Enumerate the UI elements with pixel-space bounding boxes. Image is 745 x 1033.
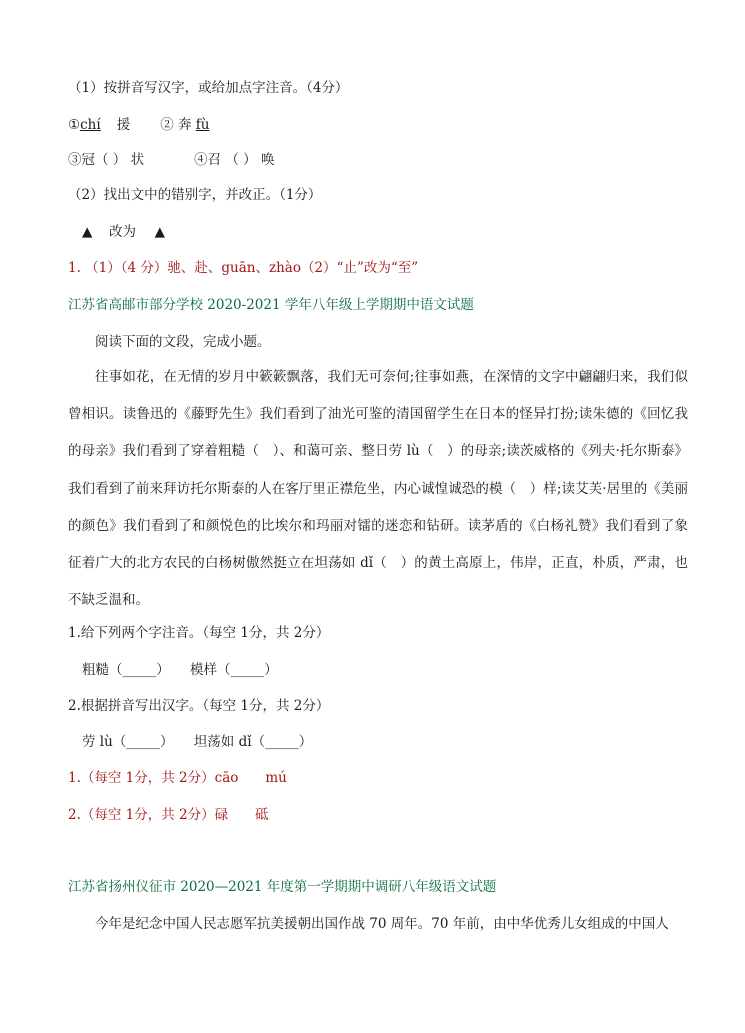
pinyin-fu: fù bbox=[195, 117, 210, 133]
subquestion-1-blanks: 粗糙（_____） 模样（_____） bbox=[82, 662, 278, 678]
question-2: （2）找出文中的错别字，并改正。（1分） bbox=[68, 187, 322, 203]
subquestion-2-blanks: 劳 lù（_____） 坦荡如 dǐ（_____） bbox=[82, 734, 313, 750]
question-1: （1）按拼音写汉字，或给加点字注音。（4分） bbox=[68, 80, 349, 96]
pinyin-row-1: ①chí 援 ② 奔 fù bbox=[68, 117, 210, 133]
answer-sub-2: 2.（每空 1分，共 2分）碌 砥 bbox=[68, 807, 269, 823]
subquestion-2: 2.根据拼音写出汉字。（每空 1分，共 2分） bbox=[68, 698, 330, 714]
reading-passage: 往事如花，在无情的岁月中簌簌飘落，我们无可奈何;往事如燕，在深情的文字中翩翩归来，我们似曾相识。读鲁迅的《藤野先生》我们看到了油光可鉴的清国留学生在日本的怪异打扮;读朱德的《回忆我的母亲》我们看到了穿着粗糙（ ）、和蔼可亲、整日劳 lù（ ）的母亲;读茨威格的《列夫·托尔斯泰》我们看到了前来拜访托尔斯泰的人在客厅里正襟危坐，内心诚惶诚恐的模（ ）样;读艾芙·居里的《美丽的颜色》我们看到了和颜悦色的比埃尔和玛丽对镭的迷恋和钻研。读茅盾的《白杨礼赞》我们看到了象征着广大的北方农民的白杨树傲然挺立在坦荡如 dǐ（ ）的黄土高原上，伟岸，正直，朴质，严肃，也不缺乏温和。 bbox=[68, 369, 688, 609]
pinyin-chi: chí bbox=[80, 117, 101, 133]
correction-row: ▲ 改为 ▲ bbox=[82, 224, 165, 240]
subquestion-1: 1.给下列两个字注音。（每空 1分，共 2分） bbox=[68, 625, 330, 641]
source-heading-1: 江苏省高邮市部分学校 2020-2021 学年八年级上学期期中语文试题 bbox=[68, 297, 474, 313]
triangle-icon: ▲ bbox=[154, 224, 165, 240]
triangle-icon: ▲ bbox=[82, 224, 93, 240]
answer-1: 1. （1）（4 分）驰、赴、guān、zhào（2）“止”改为“至” bbox=[68, 260, 419, 276]
instruction: 阅读下面的文段，完成小题。 bbox=[95, 334, 271, 350]
source-heading-2: 江苏省扬州仪征市 2020—2021 年度第一学期期中调研八年级语文试题 bbox=[68, 879, 497, 895]
answer-sub-1: 1.（每空 1分，共 2分）cāo mú bbox=[68, 770, 287, 786]
passage-start: 今年是纪念中国人民志愿军抗美援朝出国作战 70 周年。70 年前，由中华优秀儿女组成的中国人 bbox=[95, 916, 669, 932]
pinyin-row-2: ③冠（ ） 状 ④召 （ ） 唤 bbox=[68, 152, 275, 168]
